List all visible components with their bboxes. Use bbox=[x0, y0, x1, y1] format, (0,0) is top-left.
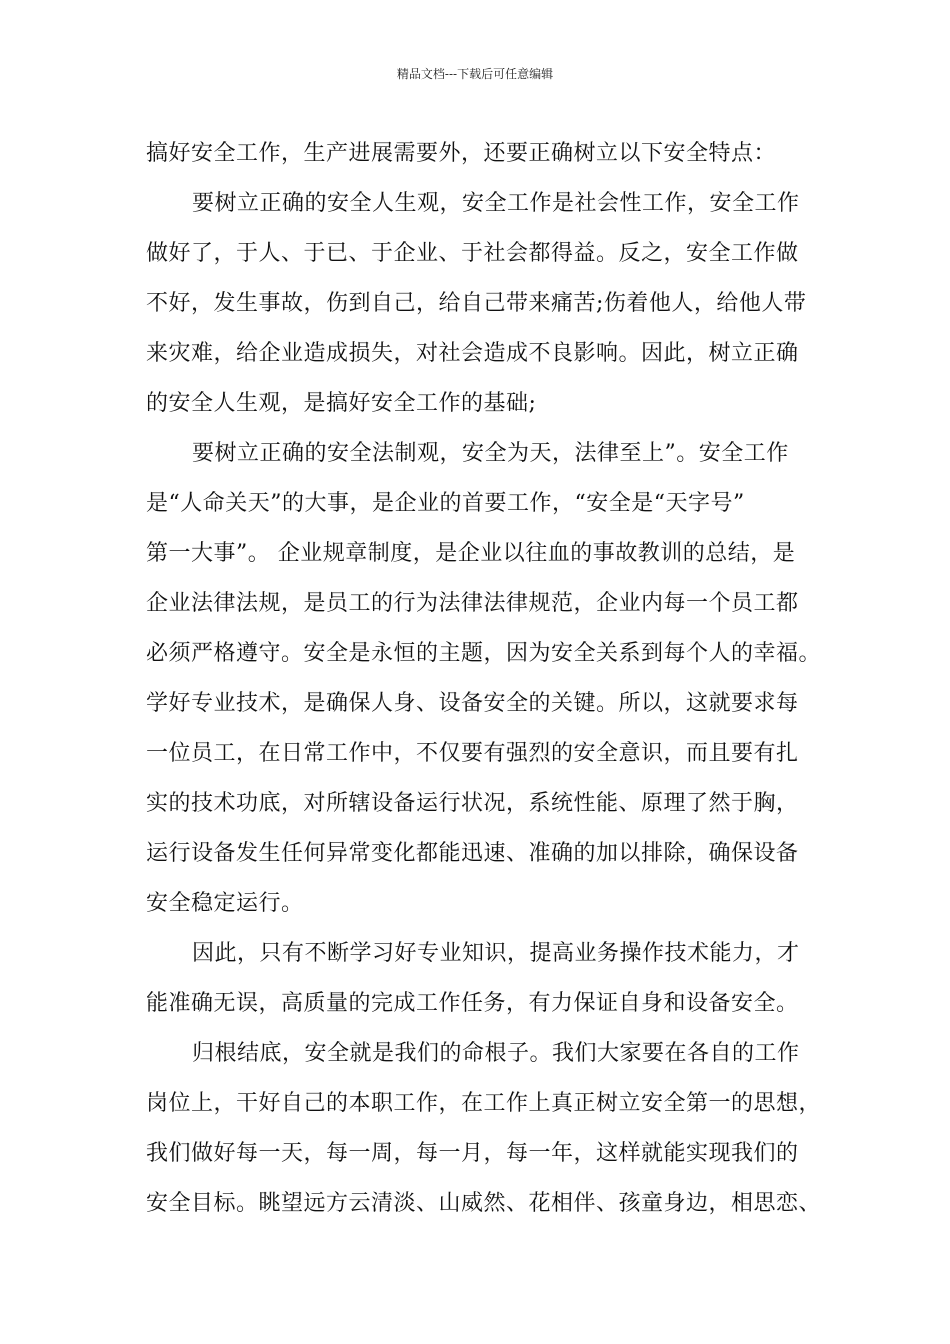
text-line: 做好了，于人、于已、于企业、于社会都得益。反之，安全工作做 bbox=[146, 241, 799, 266]
text-line: 第一大事”。 企业规章制度，是企业以往血的事故教训的总结，是 bbox=[146, 541, 796, 566]
text-line: 一位员工，在日常工作中，不仅要有强烈的安全意识，而且要有扎 bbox=[146, 741, 799, 766]
text-line: 的安全人生观，是搞好安全工作的基础; bbox=[146, 391, 537, 416]
text-line: 学好专业技术，是确保人身、设备安全的关键。所以，这就要求每 bbox=[146, 691, 799, 716]
text-line: 必须严格遵守。安全是永恒的主题，因为安全关系到每个人的幸福。 bbox=[146, 641, 822, 666]
page-header: 精品文档---下载后可任意编辑 bbox=[396, 67, 554, 81]
text-line: 不好，发生事故，伤到自己，给自己带来痛苦;伤着他人，给他人带 bbox=[146, 291, 807, 316]
text-line: 安全稳定运行。 bbox=[146, 891, 304, 916]
text-line: 安全目标。眺望远方云清淡、山威然、花相伴、孩童身边，相思恋、 bbox=[146, 1191, 822, 1216]
text-line: 能准确无误，高质量的完成工作任务，有力保证自身和设备安全。 bbox=[146, 991, 799, 1016]
text-line: 要树立正确的安全法制观，安全为天，法律至上”。安全工作 bbox=[192, 441, 789, 466]
text-line: 企业法律法规，是员工的行为法律法律规范，企业内每一个员工都 bbox=[146, 591, 799, 616]
text-line: 搞好安全工作，生产进展需要外，还要正确树立以下安全特点： bbox=[146, 141, 777, 166]
text-line: 我们做好每一天，每一周，每一月，每一年，这样就能实现我们的 bbox=[146, 1141, 799, 1166]
text-line: 运行设备发生任何异常变化都能迅速、准确的加以排除，确保设备 bbox=[146, 841, 799, 866]
text-line: 岗位上，干好自己的本职工作，在工作上真正树立安全第一的思想， bbox=[146, 1091, 822, 1116]
text-line: 因此，只有不断学习好专业知识，提高业务操作技术能力，才 bbox=[192, 941, 800, 966]
text-line: 要树立正确的安全人生观，安全工作是社会性工作，安全工作 bbox=[192, 191, 800, 216]
text-line: 实的技术功底，对所辖设备运行状况，系统性能、原理了然于胸， bbox=[146, 791, 799, 816]
text-line: 归根结底，安全就是我们的命根子。我们大家要在各自的工作 bbox=[192, 1041, 800, 1066]
text-line: 是“人命关天”的大事，是企业的首要工作，“安全是“天字号” bbox=[146, 491, 745, 516]
text-line: 来灾难，给企业造成损失，对社会造成不良影响。因此，树立正确 bbox=[146, 341, 799, 366]
document-body bbox=[146, 129, 826, 1229]
